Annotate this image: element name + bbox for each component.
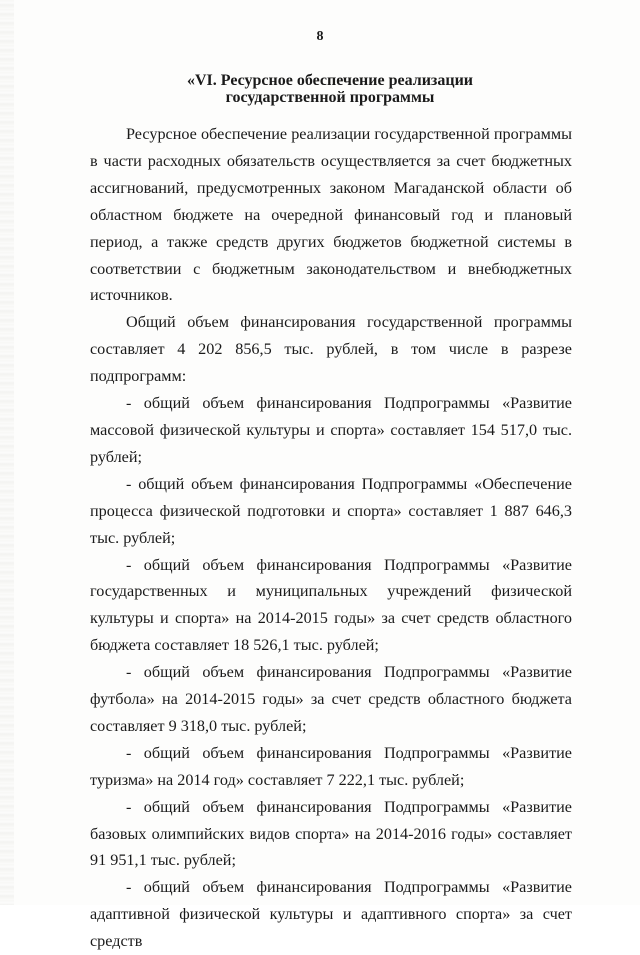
list-item-mass-sport: - общий объем финансирования Подпрограммы «Развитие массовой физической культуры и спорта» составляет 154 517,0 тыс. рублей;: [90, 394, 572, 466]
list-item-olympic-sports: - общий объем финансирования Подпрограммы «Развитие базовых олимпийских видов спорта» на 2014-2016 годы» составляет 91 951,1 тыс. рублей;: [90, 797, 572, 870]
scan-edge-artifact: [0, 0, 14, 905]
list-item-tourism: - общий объем финансирования Подпрограммы «Развитие туризма» на 2014 год» составляет 7 222,1 тыс. рублей;: [90, 743, 572, 789]
section-heading: [90, 72, 570, 106]
section-heading-line-2: государственной программы: [225, 89, 435, 106]
paragraph-total-financing: Общий объем финансирования государственной программы составляет 4 202 856,5 тыс. рублей, в том числе в разрезе подпрограмм:: [90, 313, 572, 386]
list-item-physical-training: - общий объем финансирования Подпрограммы «Обеспечение процесса физической подготовки и спорта» составляет 1 887 646,3 тыс. рублей;: [90, 474, 572, 547]
list-item-adaptive-sport: - общий объем финансирования Подпрограммы «Развитие адаптивной физической культуры и адаптивного спорта» за счет средств: [90, 878, 572, 951]
page-number: 8: [316, 29, 324, 44]
list-item-football: - общий объем финансирования Подпрограммы «Развитие футбола» на 2014-2015 годы» за счет средств областного бюджета составляет 9 318,0 тыс. рублей;: [90, 663, 572, 735]
document-body: [90, 121, 572, 955]
list-item-institutions: - общий объем финансирования Подпрограммы «Развитие государственных и муниципальных учреждений физической культуры и спорта» на 2014-2015 годы» за счет средств областного бюджета составляет 18 526,1 тыс. рублей;: [90, 555, 572, 655]
paragraph-resource-provision: Ресурсное обеспечение реализации государственной программы в части расходных обязательств осуществляется за счет бюджетных ассигнований, предусмотренных законом Магаданской области об областном бюджете на очередной финансовый год и плановый период, а также средств других бюджетов бюджетной системы в соответствии с бюджетным законодательством и внебюджетных источников.: [90, 125, 572, 305]
section-heading-line-1: «VI. Ресурсное обеспечение реализации: [186, 72, 474, 89]
